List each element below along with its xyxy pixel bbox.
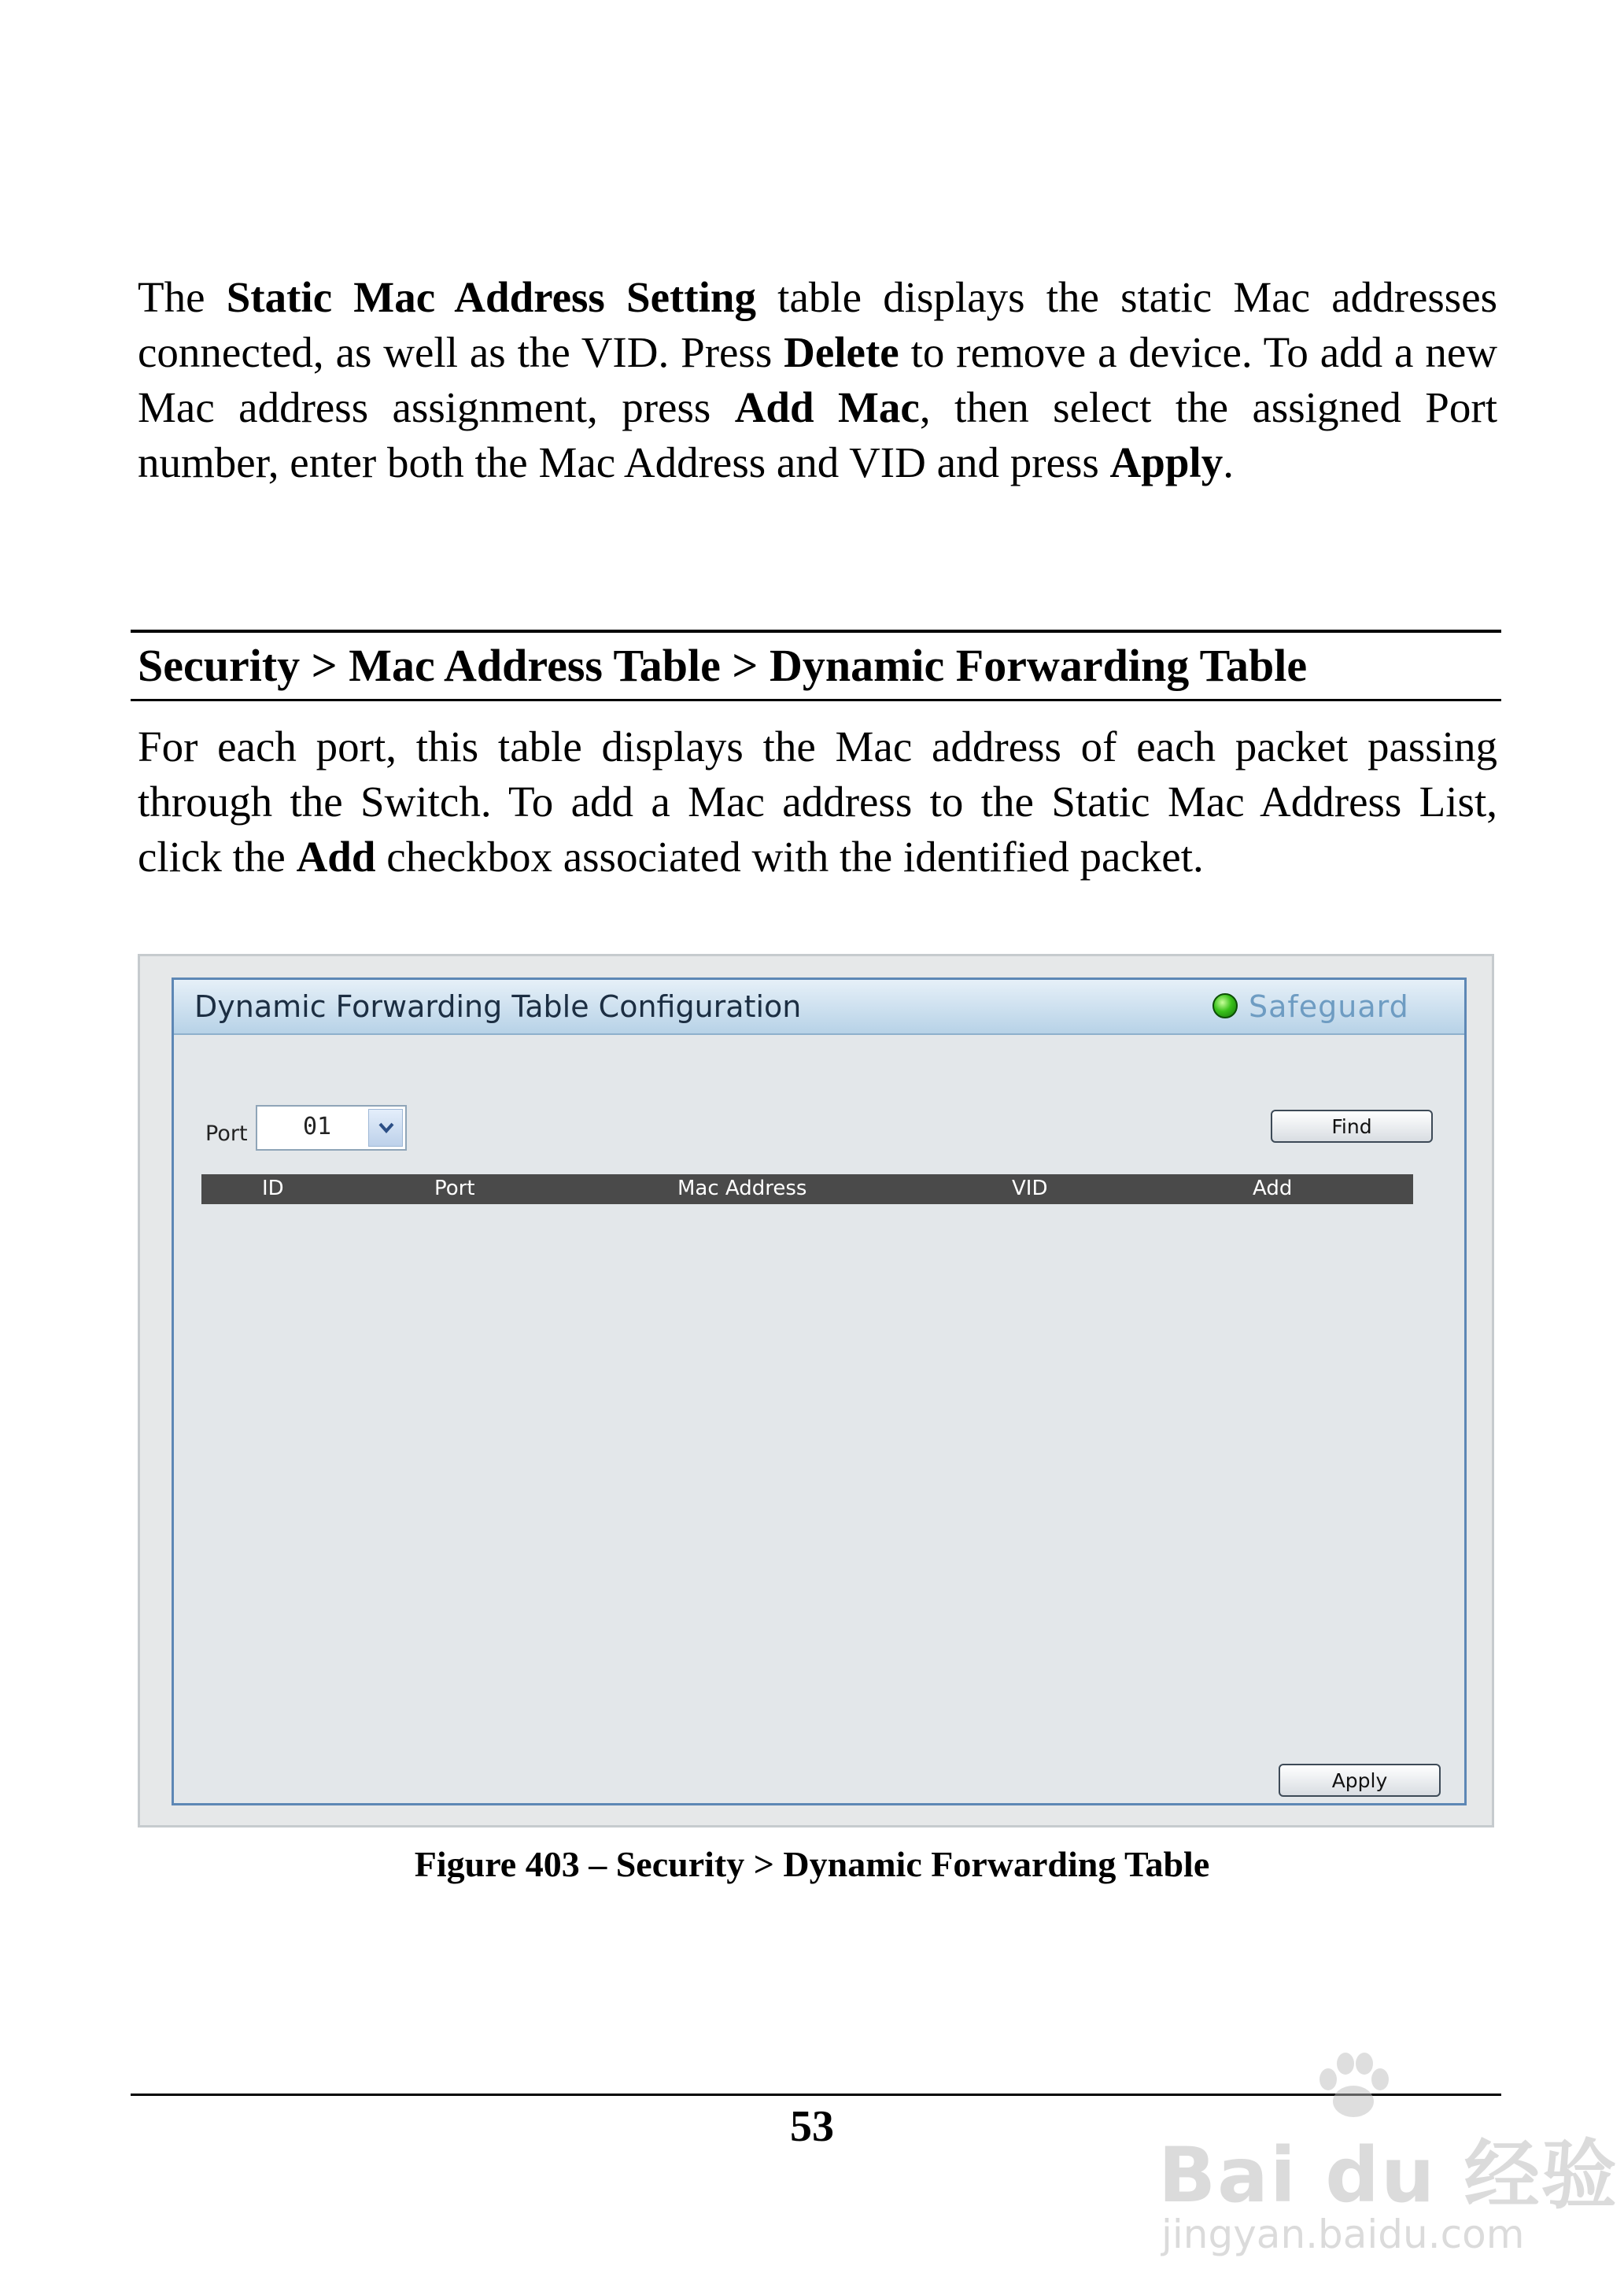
port-label: Port	[205, 1122, 248, 1146]
column-header-mac-address: Mac Address	[677, 1177, 807, 1200]
bold-term-apply: Apply	[1109, 438, 1224, 486]
text-run: checkbox associated with the identified packet.	[375, 833, 1204, 881]
safeguard-status-icon	[1212, 993, 1238, 1018]
text-run: For each port, this table displays the Mac address of each packet passing through the Switch. To add a Mac address to the Static Mac Address List, click the	[138, 722, 1497, 881]
bold-term-static-mac: Static Mac Address Setting	[226, 273, 756, 321]
text-run: table displays the static Mac addresses connected, as well as the VID. Press	[138, 273, 1498, 376]
find-button[interactable]: Find	[1271, 1110, 1433, 1143]
column-header-vid: VID	[1012, 1177, 1048, 1200]
screenshot-figure	[138, 954, 1494, 1828]
figure-caption: Figure 403 – Security > Dynamic Forwarding Table	[414, 1844, 1210, 1884]
panel-title: Dynamic Forwarding Table Configuration	[194, 989, 802, 1024]
column-header-add: Add	[1253, 1177, 1293, 1200]
intro-paragraph	[138, 270, 1497, 490]
section-top-rule	[131, 630, 1501, 633]
bold-term-add: Add	[296, 833, 376, 881]
bold-term-delete: Delete	[784, 328, 899, 376]
text-run: The	[138, 273, 227, 321]
page-number: 53	[790, 2102, 834, 2151]
description-paragraph	[138, 719, 1497, 885]
section-heading: Security > Mac Address Table > Dynamic Forwarding Table	[138, 640, 1308, 691]
text-run: to remove a device. To add a new Mac address assignment, press	[138, 328, 1498, 431]
port-select-value: 01	[303, 1113, 332, 1140]
section-bottom-rule	[131, 699, 1501, 701]
watermark-url: jingyan.baidu.com	[1161, 2212, 1525, 2257]
baidu-watermark	[1149, 2046, 1618, 2275]
safeguard-label: Safeguard	[1249, 989, 1409, 1024]
panel-header	[174, 980, 1464, 1035]
text-run: , then select the assigned Port number, enter both the Mac Address and VID and press	[138, 383, 1497, 486]
paw-icon	[1306, 2046, 1401, 2125]
port-select[interactable]	[256, 1105, 407, 1151]
column-header-id: ID	[262, 1177, 284, 1200]
bold-term-add-mac: Add Mac	[734, 383, 920, 431]
watermark-logo-text: Bai du 经验	[1158, 2131, 1618, 2219]
table-header	[201, 1174, 1413, 1204]
text-run: .	[1223, 438, 1234, 486]
chevron-down-icon[interactable]	[368, 1109, 403, 1147]
column-header-port: Port	[434, 1177, 475, 1200]
config-panel	[172, 978, 1467, 1805]
apply-button[interactable]: Apply	[1279, 1764, 1441, 1797]
